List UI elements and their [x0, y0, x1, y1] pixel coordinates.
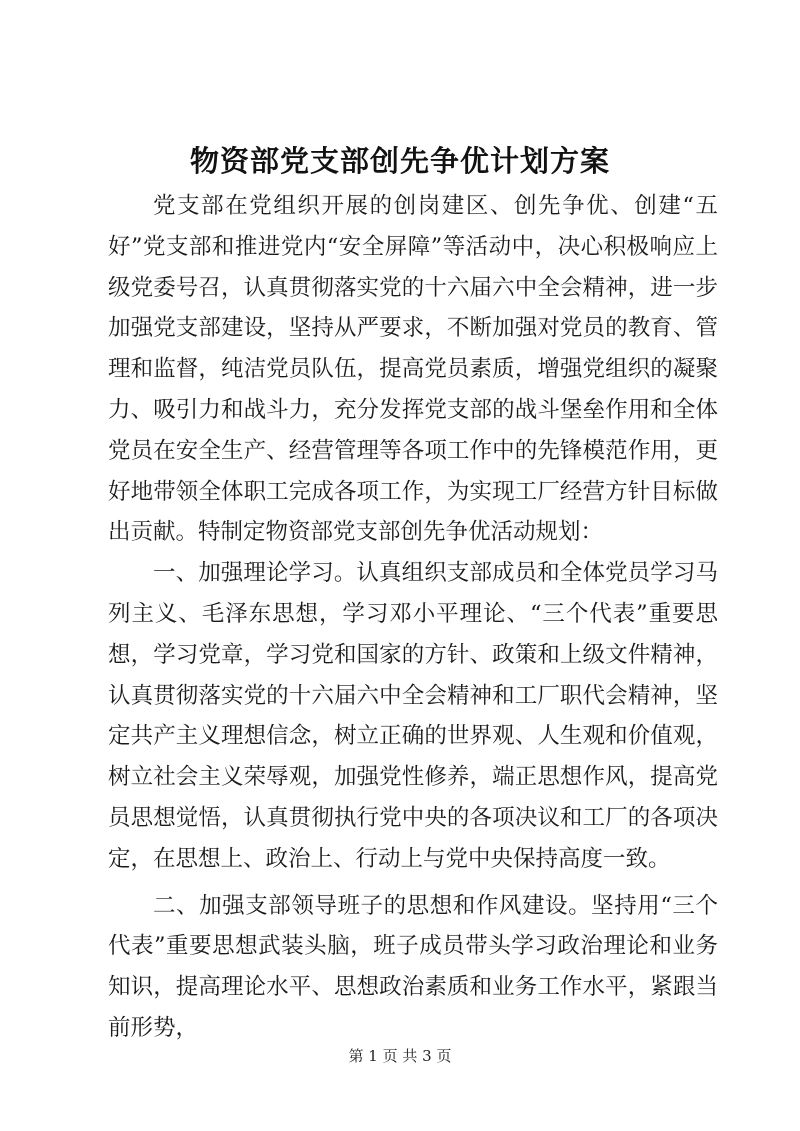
paragraph-section-1: 一、加强理论学习。认真组织支部成员和全体党员学习马列主义、毛泽东思想，学习邓小平理论、“三个代表”重要思想，学习党章，学习党和国家的方针、政策和上级文件精神，认真贯彻落实党的十六届六中全会精神和工厂职代会精神，坚定共产主义理想信念，树立正确的世界观、人生观和价值观，树立社会主义荣辱观，加强党性修养，端正思想作风，提高党员思想觉悟，认真贯彻执行党中央的各项决议和工厂的各项决定，在思想上、政治上、行动上与党中央保持高度一致。 [108, 560, 718, 872]
page-number: 第 1 页 共 3 页 [348, 1047, 452, 1065]
paragraph-intro: 党支部在党组织开展的创岗建区、创先争优、创建“五好”党支部和推进党内“安全屏障”等活动中，决心积极响应上级党委号召，认真贯彻落实党的十六届六中全会精神，进一步加强党支部建设，坚持从严要求，不断加强对党员的教育、管理和监督，纯洁党员队伍，提高党员素质，增强党组织的凝聚力、吸引力和战斗力，充分发挥党支部的战斗堡垒作用和全体党员在安全生产、经营管理等各项工作中的先锋模范作用，更好地带领全体职工完成各项工作，为实现工厂经营方针目标做出贡献。特制定物资部党支部创先争优活动规划： [108, 193, 718, 546]
paragraph-section-2: 二、加强支部领导班子的思想和作风建设。坚持用“三个代表”重要思想武装头脑，班子成员带头学习政治理论和业务知识，提高理论水平、思想政治素质和业务工作水平，紧跟当前形势， [108, 892, 718, 1041]
document-body [108, 186, 718, 1049]
document-title: 物资部党支部创先争优计划方案 [189, 144, 610, 178]
